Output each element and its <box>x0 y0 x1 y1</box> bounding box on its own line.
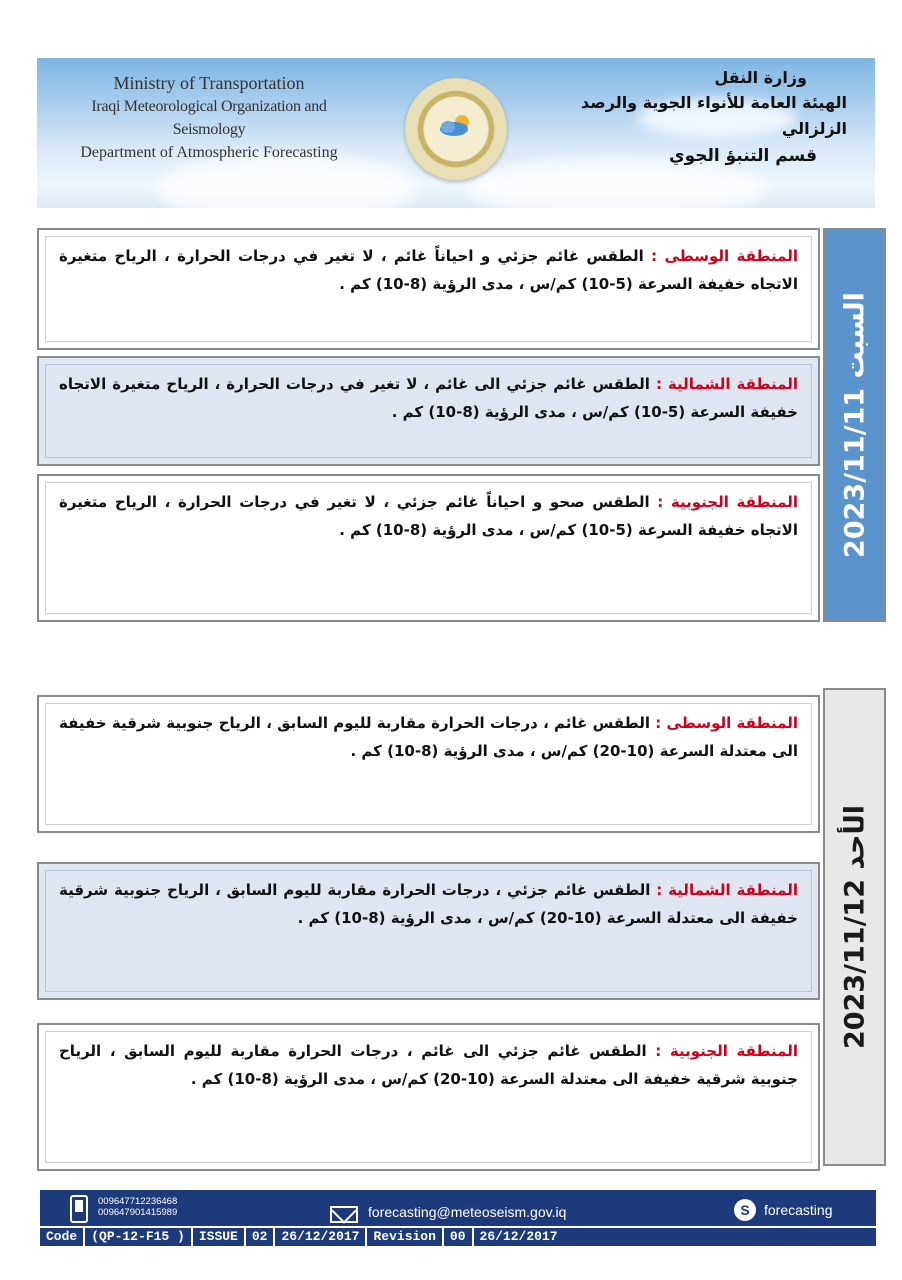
region-name: المنطقة الجنوبية : <box>655 1042 798 1060</box>
forecast-text <box>59 488 798 544</box>
ministry-name: Ministry of Transportation <box>113 73 305 93</box>
region-name: المنطقة الشمالية : <box>656 881 798 899</box>
code-value: (QP-12-F15 ) <box>85 1228 193 1246</box>
revision-date: 26/12/2017 <box>479 1229 558 1244</box>
region-name: المنطقة الوسطى : <box>651 247 798 265</box>
revision-number: 00 <box>444 1228 474 1246</box>
issue-number: 02 <box>246 1228 276 1246</box>
forecast-box-central-day2 <box>37 695 820 833</box>
region-forecast: الطقس غائم جزئي الى غائم ، درجات الحرارة مقاربة لليوم السابق ، الرياح جنوبية شرقية خفيفة الى معتدلة السرعة (10-20) كم/س ، مدى الرؤية (8-10) كم . <box>59 1042 798 1088</box>
forecast-text <box>59 242 798 298</box>
phone-number-2: 009647901415989 <box>98 1207 178 1218</box>
footer-bar <box>40 1190 876 1246</box>
forecast-box-south-day1 <box>37 474 820 622</box>
region-forecast: الطقس صحو و احياناً غائم جزئي ، لا تغير في درجات الحرارة ، الرياح متغيرة الاتجاه خفيفة السرعة (5-10) كم/س ، مدى الرؤية (8-10) كم . <box>59 493 798 539</box>
region-forecast: الطقس غائم جزئي ، درجات الحرارة مقاربة لليوم السابق ، الرياح جنوبية شرقية خفيفة الى معتدلة السرعة (10-20) كم/س ، مدى الرؤية (8-10) كم . <box>59 881 798 927</box>
region-forecast: الطقس غائم جزئي الى غائم ، لا تغير في درجات الحرارة ، الرياح متغيرة الاتجاه خفيفة السرعة (5-10) كم/س ، مدى الرؤية (8-10) كم . <box>59 375 798 421</box>
ministry-name-ar: وزارة النقل <box>714 68 807 87</box>
day-label: السبت 2023/11/11 <box>839 292 870 558</box>
header-arabic <box>547 66 847 170</box>
day-label: الأحد 2023/11/12 <box>839 804 870 1050</box>
issue-date: 26/12/2017 <box>275 1228 367 1246</box>
phone-number-1: 009647712236468 <box>98 1196 178 1207</box>
forecast-box-north-day1 <box>37 356 820 466</box>
region-name: المنطقة الشمالية : <box>655 375 798 393</box>
region-forecast: الطقس غائم جزئي و احياناً غائم ، لا تغير في درجات الحرارة ، الرياح متغيرة الاتجاه خفيفة السرعة (5-10) كم/س ، مدى الرؤية (8-10) كم . <box>59 247 798 293</box>
document-code-strip <box>40 1226 876 1246</box>
phone-numbers <box>98 1196 177 1218</box>
mail-icon <box>330 1206 358 1223</box>
day-label-panel-day1 <box>823 228 886 622</box>
forecast-text <box>59 1037 798 1093</box>
skype-handle: forecasting <box>764 1202 833 1218</box>
department-name: Department of Atmospheric Forecasting <box>80 144 338 161</box>
forecast-box-central-day1 <box>37 228 820 350</box>
code-label: Code <box>40 1228 85 1246</box>
revision-label: Revision <box>367 1228 443 1246</box>
issue-label: ISSUE <box>193 1228 246 1246</box>
forecast-box-north-day2 <box>37 862 820 1000</box>
forecast-text <box>59 709 798 765</box>
cloud-sun-icon <box>436 112 476 138</box>
header-english <box>59 72 359 164</box>
region-forecast: الطقس غائم ، درجات الحرارة مقاربة لليوم السابق ، الرياح جنوبية شرقية خفيفة الى معتدلة السرعة (10-20) كم/س ، مدى الرؤية (8-10) كم . <box>59 714 798 760</box>
forecast-box-south-day2 <box>37 1023 820 1171</box>
organization-name-ar: الهيئة العامة للأنواء الجوية والرصد الزلزالي <box>581 93 847 138</box>
email-address[interactable]: forecasting@meteoseism.gov.iq <box>368 1204 567 1220</box>
department-name-ar: قسم التنبؤ الجوي <box>669 146 817 166</box>
organization-logo <box>405 78 507 180</box>
organization-name: Iraqi Meteorological Organization and Seismology <box>91 98 327 138</box>
header-banner <box>37 58 875 208</box>
region-name: المنطقة الجنوبية : <box>657 493 798 511</box>
forecast-text <box>59 876 798 932</box>
phone-icon <box>70 1195 88 1223</box>
day-label-panel-day2 <box>823 688 886 1166</box>
skype-icon: S <box>734 1199 756 1221</box>
region-name: المنطقة الوسطى : <box>655 714 798 732</box>
forecast-text <box>59 370 798 426</box>
